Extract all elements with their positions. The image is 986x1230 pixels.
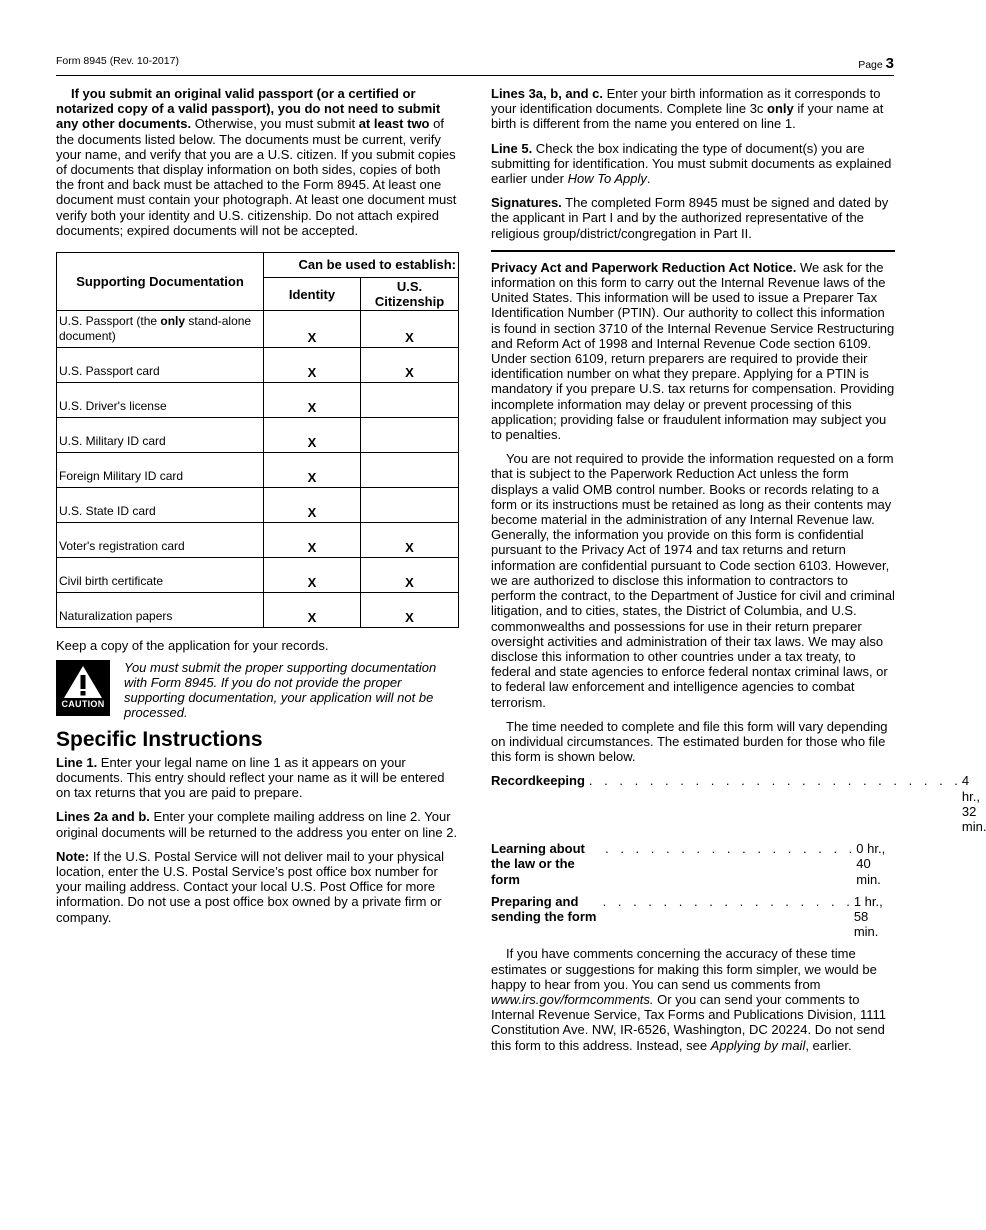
line5-end: .: [646, 171, 651, 187]
privacy-head: Privacy Act and Paperwork Reduction Act Notice.: [491, 259, 797, 275]
leader-dots: . . . . . . . . . . . . . . . . . . . . . . . . .: [588, 773, 962, 789]
row-label: U.S. Military ID card: [57, 418, 264, 453]
comments-paragraph: [491, 946, 895, 1052]
line5-paragraph: [491, 141, 895, 187]
burden-row: [491, 773, 986, 834]
line2-head: Lines 2a and b.: [56, 809, 150, 825]
table-row: [57, 523, 459, 558]
burden-intro-paragraph: The time needed to complete and file this form will vary depending on individual circumstances. The estimated burden for those who file this form is shown below.: [491, 718, 888, 765]
caution-label: CAUTION: [61, 699, 105, 710]
header-rule: [56, 75, 894, 76]
line3-head: Lines 3a, b, and c.: [491, 86, 603, 101]
intro-text-1: Otherwise, you must submit: [191, 116, 359, 132]
signatures-paragraph: [491, 195, 895, 241]
identity-mark: X: [264, 593, 361, 628]
left-column: [56, 86, 459, 934]
line1-paragraph: [56, 755, 459, 801]
identity-mark: X: [264, 418, 361, 453]
identity-mark: X: [264, 383, 361, 418]
passport-label-bold: only: [160, 314, 186, 329]
passport-label-pre: U.S. Passport (the: [59, 314, 161, 329]
row-label-passport: [57, 311, 264, 348]
leader-dots: . . . . . . . . . . . . . . . . .: [605, 841, 857, 857]
table-row: [57, 383, 459, 418]
section-title: Specific Instructions: [56, 727, 263, 751]
comments-url: www.irs.gov/formcomments.: [491, 991, 654, 1007]
identity-mark: X: [264, 558, 361, 593]
table-row: [57, 311, 459, 348]
passport-label-post: stand-alone document): [59, 314, 252, 344]
page-number: 3: [885, 55, 894, 72]
paperwork-paragraph: You are not required to provide the information requested on a form that is subject to the Paperwork Reduction Act unless the form displays a valid OMB control number. Books or records relating to a form or its instructions must be retained as long as their contents may become material in the administration of any Internal Revenue law. Generally, the information you provide on this form is confidential pursuant to the Privacy Act of 1974 and tax returns and return information are confidential pursuant to Code section 6103. However, we are authorized to disclose this information to contractors to perform the contract, to the Department of Justice for civil and criminal litigation, and to cities, states, the District of Columbia, and U.S. commonwealths and possessions for use in their return preparer oversight activities and administration of their tax laws. We may also disclose this information to other countries under a tax treaty, to federal and state agencies to enforce federal nontax criminal laws, or to federal law enforcement and intelligence agencies to combat terrorism.: [491, 451, 895, 710]
identity-mark: X: [264, 488, 361, 523]
table-row: [57, 418, 459, 453]
section-divider: [491, 250, 895, 252]
note-text: If the U.S. Postal Service will not deliver mail to your physical location, enter the U.S. Postal Service’s post office box number for your mailing address. Contact your local U.S. Post Office for more information. Do not use a post office box owned by a private firm or company.: [56, 848, 444, 925]
burden-label: Learning about the law or the form: [491, 841, 585, 887]
keep-copy-text: Keep a copy of the application for your records.: [56, 638, 329, 654]
intro-bold-1: If you submit an original valid passport (or a certified or notarized copy of a valid passport), you do not need to submit any other documents.: [56, 86, 441, 132]
form-id: Form 8945 (Rev. 10-2017): [56, 55, 179, 67]
line3-text-1: Enter your birth information as it corresponds to your identification documents. Complete line 3c: [491, 86, 881, 117]
right-column: [491, 86, 986, 1062]
line5-italic: How To Apply: [567, 171, 647, 187]
burden-row: [491, 894, 895, 940]
burden-label: Recordkeeping: [491, 773, 585, 789]
identity-mark: X: [264, 453, 361, 488]
note-head: Note:: [56, 848, 90, 864]
header-supporting-doc: Supporting Documentation: [57, 253, 264, 311]
citizenship-mark: X: [361, 523, 459, 558]
intro-paragraph: [56, 86, 459, 238]
page-header: [56, 55, 894, 73]
line5-text: Check the box indicating the type of document(s) you are submitting for identification. You must submit documents as explained earlier under: [491, 140, 892, 187]
leader-dots: . . . . . . . . . . . . . . . . .: [602, 893, 854, 909]
page-label: Page: [858, 59, 883, 71]
identity-mark: X: [264, 523, 361, 558]
burden-table: [491, 773, 986, 940]
comments-text-1: If you have comments concerning the accuracy of these time estimates or suggestions for making this form simpler, we would be happy to hear from you. You can send us comments from: [491, 946, 877, 992]
citizenship-mark: X: [361, 348, 459, 383]
signatures-head: Signatures.: [491, 195, 562, 211]
caution-text: You must submit the proper supporting documentation with Form 8945. If you do not provide the proper supporting documentation, your application will not be processed.: [124, 659, 437, 720]
page-indicator: [858, 55, 894, 72]
intro-text-2: of the documents listed below. The documents must be current, verify your name, and verify that you are a U.S. citizen. If you submit copies of documents that display information on both sides, copies of both the front and back must be attached to the Form 8945. At least one document must contain your photograph. At least one document must verify both your identity and U.S. citizenship. Do not attach expired documents; expired documents will not be accepted.: [56, 116, 457, 238]
row-label: U.S. Driver's license: [57, 383, 264, 418]
burden-label: Preparing and sending the form: [491, 893, 597, 924]
table-row: [57, 453, 459, 488]
row-label: Civil birth certificate: [57, 558, 264, 593]
line2-paragraph: [56, 809, 459, 839]
row-label: Foreign Military ID card: [57, 453, 264, 488]
line3-bold: only: [767, 101, 794, 117]
citizenship-mark: X: [361, 593, 459, 628]
citizenship-mark: [361, 488, 459, 523]
header-citizenship: U.S. Citizenship: [361, 278, 459, 311]
warning-triangle-icon: [62, 664, 104, 700]
comments-text-2: Or you can send your comments to Internal Revenue Service, Tax Forms and Publications Division, 1111 Constitution Ave. NW, IR-6526, Washington, DC 20224. Do not send this form to this address. Instead, see: [491, 991, 887, 1053]
row-label: U.S. State ID card: [57, 488, 264, 523]
citizenship-mark: [361, 453, 459, 488]
table-row: [57, 488, 459, 523]
citizenship-mark: [361, 383, 459, 418]
privacy-paragraph: [491, 260, 895, 442]
burden-row: [491, 841, 895, 887]
line5-head: Line 5.: [491, 140, 533, 156]
identity-mark: X: [264, 348, 361, 383]
citizenship-mark: [361, 418, 459, 453]
citizenship-mark: X: [361, 311, 459, 348]
intro-bold-2: at least two: [358, 116, 430, 132]
caution-icon: [56, 660, 110, 716]
table-row: [57, 593, 459, 628]
row-label: Naturalization papers: [57, 593, 264, 628]
line3-paragraph: [491, 86, 895, 132]
table-header-row: [57, 253, 459, 278]
burden-time: 1 hr., 58 min.: [853, 893, 883, 940]
row-label: Voter's registration card: [57, 523, 264, 558]
citizenship-mark: X: [361, 558, 459, 593]
table-row: [57, 558, 459, 593]
caution-box: [56, 660, 459, 720]
line3-text-2: if your name at birth is different from the name you entered on line 1.: [491, 101, 884, 132]
privacy-text: We ask for the information on this form to carry out the Internal Revenue laws of the United States. This information will be used to issue a Preparer Tax Identification Number (PTIN). Our authority to collect this information is found in section 3710 of the Internal Revenue Service Restructuring and Reform Act of 1998 and Internal Revenue Code section 6109. Under section 6109, return preparers are required to provide their identification number on what they prepare. Applying for a PTIN is mandatory if you prepare U.S. tax returns for compensation. Providing incomplete information may delay or prevent processing of this application; providing false or fraudulent information may subject you to penalties.: [491, 259, 895, 443]
note-paragraph: [56, 849, 459, 925]
supporting-documents-table: [56, 252, 459, 628]
row-label: U.S. Passport card: [57, 348, 264, 383]
line1-text: Enter your legal name on line 1 as it appears on your documents. This entry should reflect your name as it will be entered on tax returns that you are paid to prepare.: [56, 754, 445, 801]
comments-end: , earlier.: [805, 1037, 852, 1053]
signatures-text: The completed Form 8945 must be signed and dated by the applicant in Part I and by the authorized representative of the religious group/district/congregation in Part II.: [491, 195, 889, 241]
comments-italic-2: Applying by mail: [710, 1037, 806, 1053]
header-identity: Identity: [264, 278, 361, 311]
header-can-establish: Can be used to establish:: [264, 253, 459, 278]
line1-head: Line 1.: [56, 754, 98, 770]
table-row: [57, 348, 459, 383]
burden-time: 4 hr., 32 min.: [961, 773, 986, 834]
burden-time: 0 hr., 40 min.: [856, 841, 886, 887]
line2-text: Enter your complete mailing address on line 2. Your original documents will be returned to the address you enter on line 2.: [56, 809, 458, 840]
identity-mark: X: [264, 311, 361, 348]
